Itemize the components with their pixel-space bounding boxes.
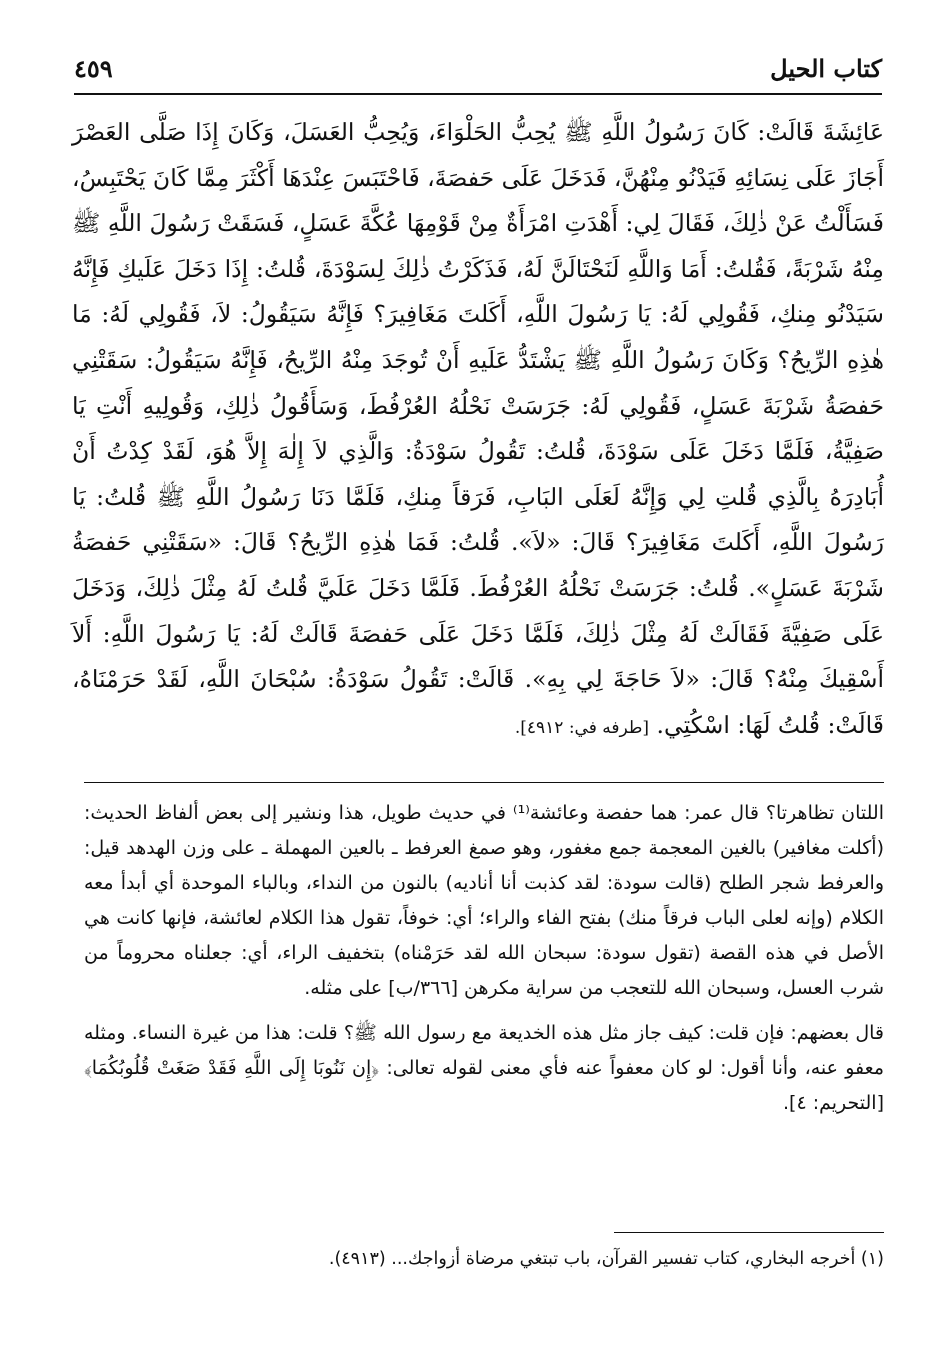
footnote-divider xyxy=(614,1232,884,1233)
hadith-body: عَائِشَةَ قَالَتْ: كَانَ رَسُولُ اللَّهِ ﷺ يُحِبُّ الحَلْوَاءَ، وَيُحِبُّ العَسَلَ، وَكَانَ إِذَا صَلَّى العَصْرَ أَجَازَ عَلَى نِسَائِهِ فَيَدْنُو مِنْهُنَّ، فَدَخَلَ عَلَى حَفصَةَ، فَاحْتَبَسَ عِنْدَهَا أَكْثَرَ مِمَّا كَانَ يَحْتَبِسُ، فَسَأَلْتُ عَنْ ذٰلِكَ، فَقَالَ لِي: أَهْدَتِ امْرَأَةٌ مِنْ قَوْمِهَا عُكَّةَ عَسَلٍ، فَسَقَتْ رَسُولَ اللَّهِ ﷺ مِنْهُ شَرْبَةً، فَقُلتُ: أَمَا وَاللَّهِ لَنَحْتَالَنَّ لَهُ، فَذَكَرْتُ ذٰلِكَ لِسَوْدَةَ، قُلتُ: إِذَا دَخَلَ عَلَيكِ فَإِنَّهُ سَيَدْنُو مِنكِ، فَقُولِي لَهُ: يَا رَسُولَ اللَّهِ، أَكَلتَ مَغَافِيرَ؟ فَإِنَّهُ سَيَقُولُ: لاَ، فَقُولِي لَهُ: مَا هٰذِهِ الرِّيحُ؟ وَكَانَ رَسُولُ اللَّهِ ﷺ يَشْتَدُّ عَلَيهِ أَنْ تُوجَدَ مِنْهُ الرِّيحُ، فَإِنَّهُ سَيَقُولُ: سَقَتْنِي حَفصَةُ شَرْبَةَ عَسَلٍ، فَقُولِي لَهُ: جَرَسَتْ نَحْلُهُ العُرْفُطَ، وَسَأَقُولُ ذٰلِكِ، وَقُولِيهِ أَنْتِ يَا صَفِيَّةُ، فَلَمَّا دَخَلَ عَلَى سَوْدَةَ، قُلتُ: تَقُولُ سَوْدَةُ: وَالَّذِي لاَ إِلٰهَ إِلاَّ هُوَ، لَقَدْ كِدْتُ أَنْ أُبَادِرَهُ بِالَّذِي قُلتِ لِي وَإِنَّهُ لَعَلَى البَابِ، فَرَقاً مِنكِ، فَلَمَّا دَنَا رَسُولُ اللَّهِ ﷺ قُلتُ: يَا رَسُولَ اللَّهِ، أَكَلتَ مَغَافِيرَ؟ قَالَ: «لاَ». قُلتُ: فَمَا هٰذِهِ الرِّيحُ؟ قَالَ: «سَقَتْنِي حَفصَةُ شَرْبَةَ عَسَلٍ». قُلتُ: جَرَسَتْ نَحْلُهُ العُرْفُطَ. فَلَمَّا دَخَلَ عَلَيَّ قُلتُ لَهُ مِثْلَ ذٰلِكَ، وَدَخَلَ عَلَى صَفِيَّةَ فَقَالَتْ لَهُ مِثْلَ ذٰلِكَ، فَلَمَّا دَخَلَ عَلَى حَفصَةَ قَالَتْ لَهُ: يَا رَسُولَ اللَّهِ: أَلاَ أَسْقِيكَ مِنْهُ؟ قَالَ: «لاَ حَاجَةَ لِي بِهِ». قَالَتْ: تَقُولُ سَوْدَةُ: سُبْحَانَ اللَّهِ، لَقَدْ حَرَمْنَاهُ، قَالَتْ: قُلتُ لَهَا: اسْكُتِي. xyxy=(72,118,884,739)
chapter-title: كتاب الحيل xyxy=(770,54,882,83)
hadith-text xyxy=(72,110,884,751)
page-header xyxy=(74,52,882,90)
commentary-divider xyxy=(84,782,884,783)
cross-reference: [طرفه في: ٤٩١٢]. xyxy=(514,717,650,738)
header-divider xyxy=(74,93,882,95)
footnote: (١) أخرجه البخاري، كتاب تفسير القرآن، باب تبتغي مرضاة أزواجك... (٤٩١٣). xyxy=(328,1249,884,1269)
commentary-paragraph-1: اللتان تظاهرتا؟ قال عمر: هما حفصة وعائشة⁽¹⁾ في حديث طويل، هذا ونشير إلى بعض ألفاظ الحديث: (أكلت مغافير) بالغين المعجمة جمع مغفور، وهو صمغ العرفط ـ بالعين المهملة ـ على وزن الهدهد قيل: والعرفط شجر الطلح (قالت سودة: لقد كذبت أنا أناديه) بالنون من النداء، وبالباء الموحدة أي أبدأ معه الكلام (وإنه لعلى الباب فرقاً منك) بفتح الفاء والراء؛ أي: خوفاً، تقول هذا الكلام لعائشة، فإنها كانت هي الأصل في هذه القصة (تقول سودة: سبحان الله لقد حَرَمْناه) بتخفيف الراء، أي: جعلناه محروماً من شرب العسل، وسبحان الله للتعجب من سراية مكرهن [٣٦٦/ب] على مثله. xyxy=(84,802,884,999)
page-number: ٤٥٩ xyxy=(74,54,113,83)
commentary xyxy=(84,796,884,1121)
commentary-paragraph-2: قال بعضهم: فإن قلت: كيف جاز مثل هذه الخديعة مع رسول الله ﷺ؟ قلت: هذا من غيرة النساء. ومثله معفو عنه، وأنا أقول: لو كان معفواً عنه فأي معنى لقوله تعالى: ﴿إِن نَنُوبَا إِلَى اللَّهِ فَقَدْ صَغَتْ قُلُوبُكُمَا﴾ [التحريم: ٤]. xyxy=(84,1022,884,1114)
